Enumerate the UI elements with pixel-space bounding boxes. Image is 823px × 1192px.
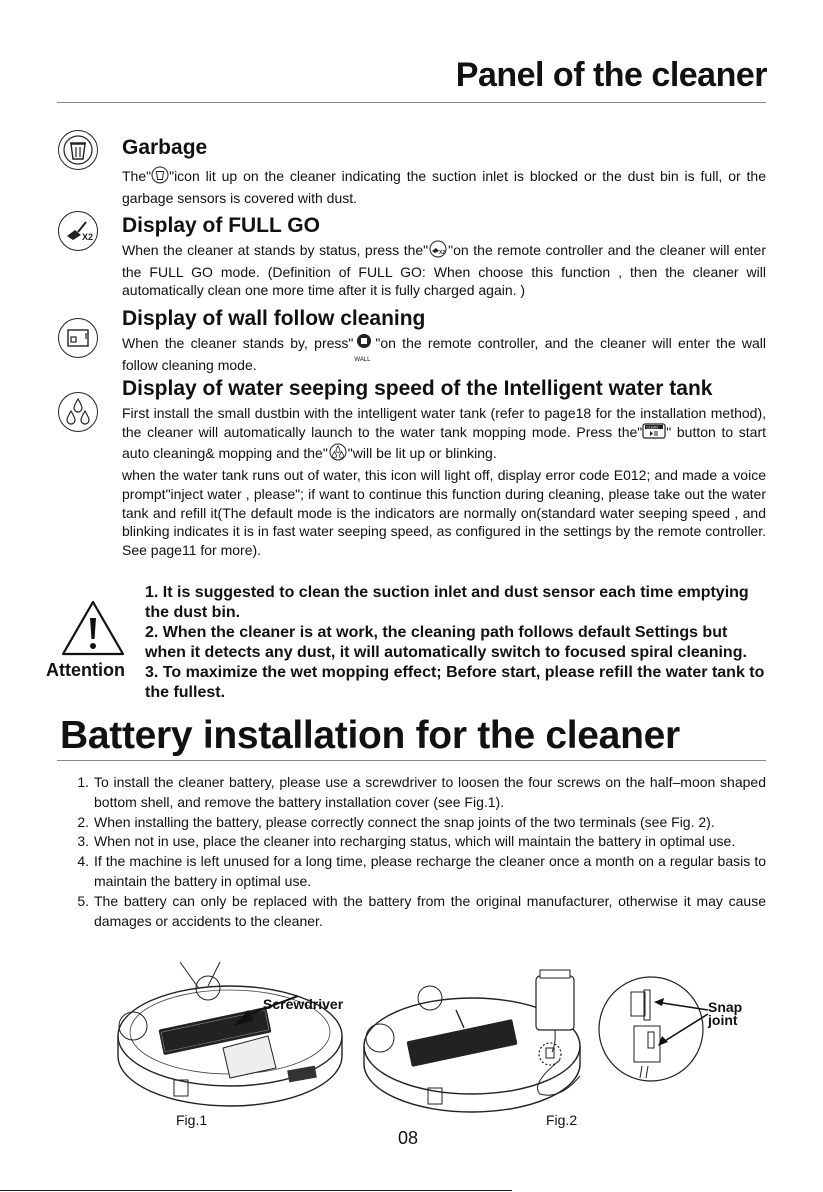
full-go-x2-icon	[58, 211, 98, 251]
page-title: Panel of the cleaner	[455, 56, 767, 94]
garbage-icon	[151, 166, 169, 189]
wall-follow-icon	[58, 318, 98, 358]
svg-text:X2: X2	[82, 232, 94, 242]
wall-label: WALL	[354, 357, 371, 363]
attention-item: 1. It is suggested to clean the suction inlet and dust sensor each time emptying the dust bin.	[145, 584, 749, 621]
fig-2-caption: Fig.2	[546, 1112, 578, 1128]
section-title-wall-follow: Display of wall follow cleaning	[122, 307, 426, 330]
garbage-icon	[58, 130, 98, 170]
snap-joint-arrows	[650, 996, 710, 1061]
screwdriver-label: Screwdriver	[263, 996, 344, 1012]
figure-1-robot-bottom	[108, 958, 358, 1113]
warning-triangle-icon	[60, 598, 126, 663]
attention-item: 3. To maximize the wet mopping effect; Before start, please refill the water tank to the fullest.	[145, 664, 765, 701]
section-body-full-go: When the cleaner at stands by status, press the" X2 "on the remote controller and the cleaner will enter the FULL GO mode. (Definition of FULL GO: When choose this function , then the cleaner will automatically clean one more time after it is fully charged again. )	[122, 240, 766, 300]
wall-button-icon	[353, 333, 375, 363]
battery-instructions	[66, 773, 766, 931]
list-item: 5. The battery can only be replaced with the battery from the original manufacturer, otherwise it may cause damages or accidents to the cleaner.	[77, 892, 766, 929]
section-heading-battery: Battery installation for the cleaner	[60, 714, 680, 757]
fig-1-caption: Fig.1	[176, 1112, 208, 1128]
page-number: 08	[398, 1128, 419, 1148]
svg-text:CLEAN: CLEAN	[646, 425, 659, 430]
full-go-x2-icon	[428, 240, 448, 263]
footer-line	[0, 1190, 512, 1191]
battery-divider	[57, 760, 766, 761]
section-body-wall-follow: When the cleaner stands by, press" WALL "on the remote controller, and the cleaner will enter the wall follow cleaning mode.	[122, 333, 766, 374]
list-item: 3. When not in use, place the cleaner into recharging status, which will maintain the battery in optimal use.	[77, 833, 736, 850]
clean-button-icon	[642, 423, 666, 444]
list-item: 1. To install the cleaner battery, please use a screwdriver to loosen the four screws on the half–moon shaped bottom shell, and remove the battery installation cover (see Fig.1).	[77, 774, 766, 810]
water-drops-icon	[58, 392, 98, 432]
list-item: 2. When installing the battery, please correctly connect the snap joints of the two terminals (see Fig. 2).	[77, 813, 715, 830]
section-title-garbage: Garbage	[122, 136, 208, 159]
section-body-water-seeping: First install the small dustbin with the intelligent water tank (refer to page18 for the installation method), the cleaner will automatically launch to the water tank mopping mode. Press the" CLEAN " button to start auto cleaning& mopping and the" "will be lit up or blinking. when the water tank runs out of water, this icon will light off, display error code E012; and made a voice prompt"inject water , please"; if want to continue this function during cleaning, please take out the water tank and refill it(The default mode is the indicators are normally on(standard water seeping speed , and blinking indicates it is in fast water seeping speed, as configured in the settings by the remote controller. See page11 for more).	[122, 405, 766, 558]
section-title-water-seeping: Display of water seeping speed of the Intelligent water tank	[122, 377, 713, 400]
section-body-garbage: The" "icon lit up on the cleaner indicating the suction inlet is blocked or the dust bin is full, or the garbage sensors is covered with dust.	[122, 166, 766, 207]
list-item: 4. If the machine is left unused for a long time, please recharge the cleaner once a month on a regular basis to maintain the battery in optimal use.	[77, 853, 766, 889]
figure-2-robot-battery	[360, 968, 610, 1121]
water-drops-icon	[328, 443, 348, 466]
svg-text:X2: X2	[439, 250, 446, 256]
attention-label: Attention	[46, 660, 125, 680]
snap-joint-label: Snap joint	[708, 999, 743, 1028]
attention-list	[145, 583, 767, 703]
section-title-full-go: Display of FULL GO	[122, 214, 320, 237]
attention-item: 2. When the cleaner is at work, the cleaning path follows default Settings but when it detects any dust, it will automatically switch to focused spiral cleaning.	[145, 624, 747, 661]
header-divider	[57, 102, 766, 103]
